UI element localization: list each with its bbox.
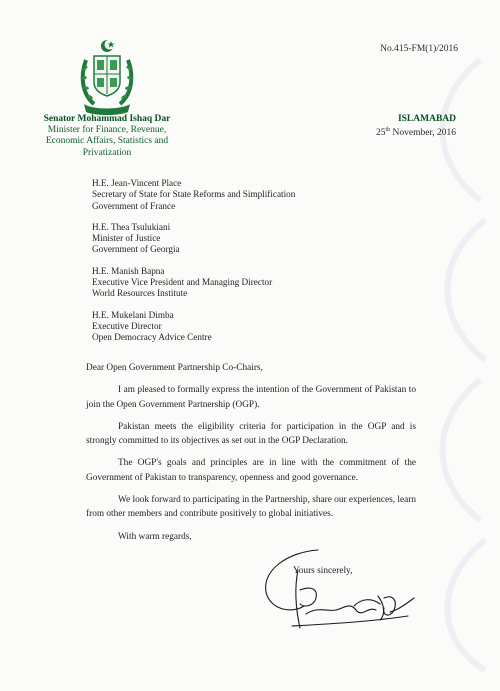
recipient-title: Minister of Justice xyxy=(92,233,161,244)
date-suffix: th xyxy=(385,127,391,134)
body-paragraph: We look forward to participating in the Partnership, share our experiences, learn from other members and contribute positively to global initiatives. xyxy=(86,495,416,520)
sender-title-line: Minister for Finance, Revenue, xyxy=(47,125,167,136)
sender-title-line: Privatization xyxy=(82,147,132,158)
recipient xyxy=(92,310,412,344)
date-rest: November, 2016 xyxy=(390,128,456,139)
place-name: ISLAMABAD xyxy=(397,114,456,124)
signature-graphic xyxy=(258,540,418,640)
recipient-org: Government of France xyxy=(92,200,176,211)
body-paragraph: The OGP's goals and principles are in line with the commitment of the Government of Pakistan to transparency, openness and good governance. xyxy=(86,458,416,483)
recipient xyxy=(92,222,412,256)
letter-body xyxy=(86,361,416,544)
recipient-org: Open Democracy Advice Centre xyxy=(92,332,212,343)
recipient xyxy=(92,266,412,300)
recipient-name: H.E. Manish Bapna xyxy=(92,265,165,276)
state-emblem-icon xyxy=(78,38,136,116)
recipient xyxy=(92,178,412,212)
date-day: 25 xyxy=(375,128,386,139)
signoff: Yours sincerely, xyxy=(293,566,353,576)
recipient-name: H.E. Mukelani Dimba xyxy=(92,309,174,320)
recipient-org: Government of Georgia xyxy=(92,244,180,255)
sender-name: Senator Mohammad Ishaq Dar xyxy=(43,114,171,124)
closing-line: With warm regards, xyxy=(118,531,192,542)
recipient-title: Secretary of State for State Reforms and Simplification xyxy=(92,189,296,200)
body-paragraph: Pakistan meets the eligibility criteria for participation in the OGP and is strongly committed to its objectives as set out in the OGP Declaration. xyxy=(86,421,416,447)
recipient-title: Executive Vice President and Managing Director xyxy=(92,277,273,288)
recipients-block xyxy=(92,178,412,354)
reference-number: No.415-FM(1)/2016 xyxy=(380,44,458,54)
recipient-org: World Resources Institute xyxy=(92,288,188,299)
letter-date xyxy=(376,125,456,139)
salutation: Dear Open Government Partnership Co-Chairs, xyxy=(86,363,263,373)
body-paragraph: I am pleased to formally express the intention of the Government of Pakistan to join the Open Government Partnership (OGP). xyxy=(86,385,416,410)
sender-title-line: Economic Affairs, Statistics and xyxy=(45,136,169,147)
sender-block xyxy=(22,114,192,159)
recipient-title: Executive Director xyxy=(92,320,162,331)
recipient-name: H.E. Thea Tsulukiani xyxy=(92,221,171,232)
place-date-block xyxy=(376,114,456,140)
recipient-name: H.E. Jean-Vincent Place xyxy=(92,178,182,188)
